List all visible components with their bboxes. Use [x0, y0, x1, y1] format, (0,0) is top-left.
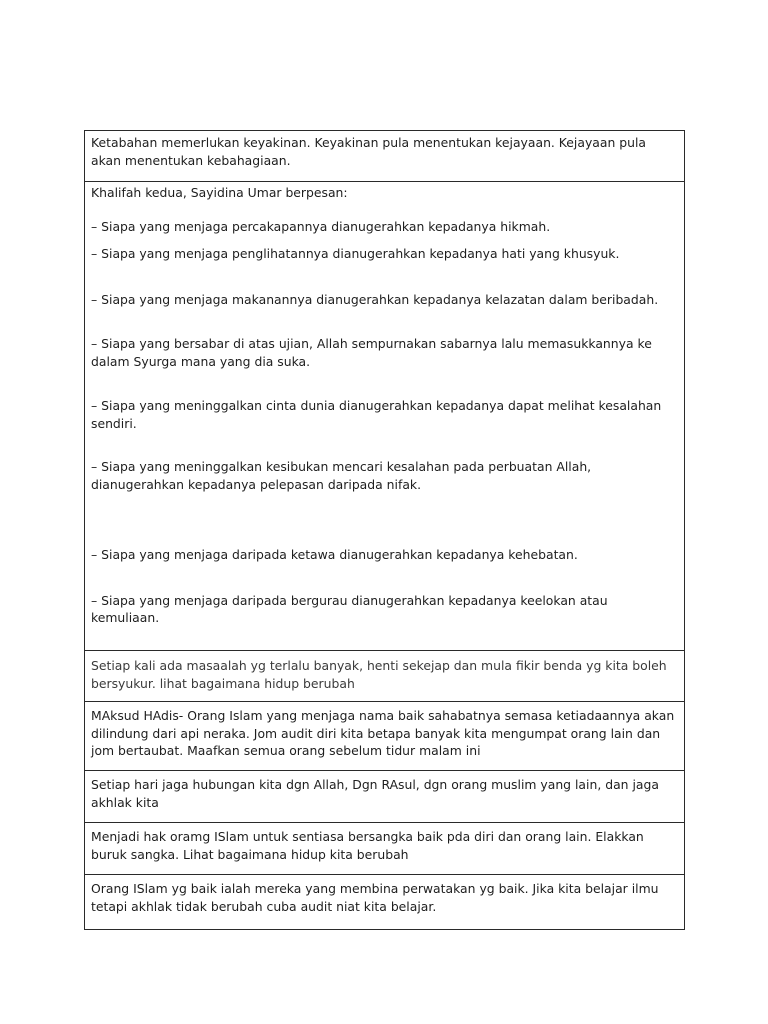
table-row-akhlak	[85, 875, 684, 929]
table-row-sangka-baik	[85, 823, 684, 875]
row-text: Menjadi hak oramg ISlam untuk sentiasa bersangka baik pda diri dan orang lain. Elakkan buruk sangka. Lihat bagaimana hidup kita berubah	[91, 829, 644, 862]
quote-table	[84, 130, 685, 930]
table-row-hubungan	[85, 771, 684, 823]
table-row-ketabahan	[85, 131, 684, 182]
pesan-item: – Siapa yang menjaga daripada bergurau dianugerahkan kepadanya keelokan atau kemuliaan.	[91, 592, 608, 625]
pesan-item: – Siapa yang menjaga daripada ketawa dianugerahkan kepadanya kehebatan.	[91, 547, 578, 562]
row-text: Setiap kali ada masaalah yg terlalu banyak, henti sekejap dan mula fikir benda yg kita boleh bersyukur. lihat bagaimana hidup berubah	[91, 658, 667, 691]
table-row-pesan-umar	[85, 182, 684, 651]
row-text: Setiap hari jaga hubungan kita dgn Allah, Dgn RAsul, dgn orang muslim yang lain, dan jaga akhlak kita	[91, 777, 659, 810]
row-intro: Khalifah kedua, Sayidina Umar berpesan:	[91, 185, 348, 200]
table-row-bersyukur	[85, 651, 684, 702]
pesan-item: – Siapa yang menjaga percakapannya dianugerahkan kepadanya hikmah.	[91, 218, 551, 234]
pesan-item: – Siapa yang bersabar di atas ujian, Allah sempurnakan sabarnya lalu memasukkannya ke dalam Syurga mana yang dia suka.	[91, 336, 652, 369]
pesan-item: – Siapa yang menjaga makanannya dianugerahkan kepadanya kelazatan dalam beribadah.	[91, 291, 659, 307]
pesan-item: – Siapa yang meninggalkan cinta dunia dianugerahkan kepadanya dapat melihat kesalahan sendiri.	[91, 398, 662, 431]
row-text: Orang ISlam yg baik ialah mereka yang membina perwatakan yg baik. Jika kita belajar ilmu tetapi akhlak tidak berubah cuba audit niat kita belajar.	[91, 881, 659, 914]
row-text: Ketabahan memerlukan keyakinan. Keyakinan pula menentukan kejayaan. Kejayaan pula akan menentukan kebahagiaan.	[91, 135, 647, 168]
row-text: MAksud HAdis- Orang Islam yang menjaga nama baik sahabatnya semasa ketiadaannya akan dilindung dari api neraka. Jom audit diri kita betapa banyak kita mengumpat orang lain dan jom bertaubat. Maafkan semua orang sebelum tidur malam ini	[91, 708, 675, 758]
table-row-hadis	[85, 702, 684, 771]
pesan-item: – Siapa yang menjaga penglihatannya dianugerahkan kepadanya hati yang khusyuk.	[91, 246, 620, 261]
pesan-item: – Siapa yang meninggalkan kesibukan mencari kesalahan pada perbuatan Allah, dianugerahkan kepadanya pelepasan daripada nifak.	[91, 459, 592, 492]
